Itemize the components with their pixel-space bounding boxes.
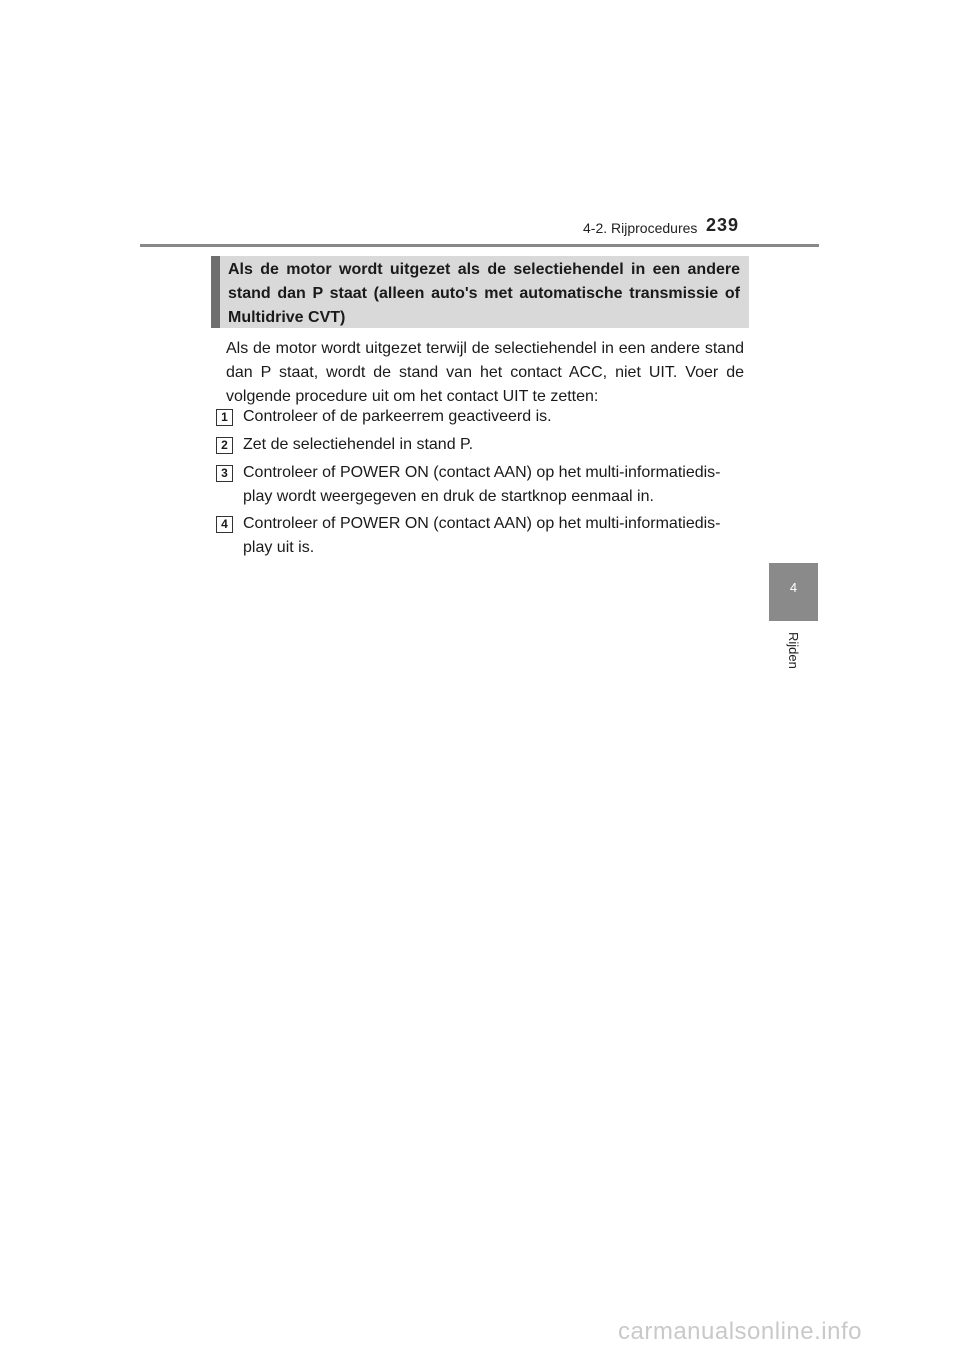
- step-text: Zet de selectiehendel in stand P.: [243, 436, 474, 453]
- watermark: carmanualsonline.info: [618, 1318, 862, 1345]
- step-number: 4: [216, 516, 233, 533]
- chapter-tab: [769, 563, 818, 621]
- step-number: 1: [216, 409, 233, 426]
- step-number: 3: [216, 465, 233, 482]
- page-number: 239: [706, 215, 740, 235]
- intro-paragraph: Als de motor wordt uitgezet terwijl de selectiehendel in een andere stand dan P staat, wordt de stand van het contact ACC, niet UIT. Voer de volgende procedure uit om het contact UIT te zetten:: [226, 340, 744, 405]
- chapter-label: Rijden: [786, 632, 801, 669]
- section-heading: Als de motor wordt uitgezet als de selectiehendel in een andere stand dan P staat (alleen auto's met automatische transmissie of Multidrive CVT): [228, 261, 740, 326]
- step-text: Controleer of POWER ON (contact AAN) op het multi-informatiedis-play uit is.: [243, 515, 721, 556]
- header-divider: [140, 244, 819, 247]
- section-heading-box: [211, 256, 749, 328]
- step-text: Controleer of de parkeerrem geactiveerd is.: [243, 408, 552, 425]
- step-text: Controleer of POWER ON (contact AAN) op het multi-informatiedis-play wordt weergegeven en druk de startknop eenmaal in.: [243, 464, 721, 505]
- chapter-number: 4: [789, 580, 798, 595]
- section-title: 4-2. Rijprocedures: [583, 220, 698, 236]
- step-number: 2: [216, 437, 233, 454]
